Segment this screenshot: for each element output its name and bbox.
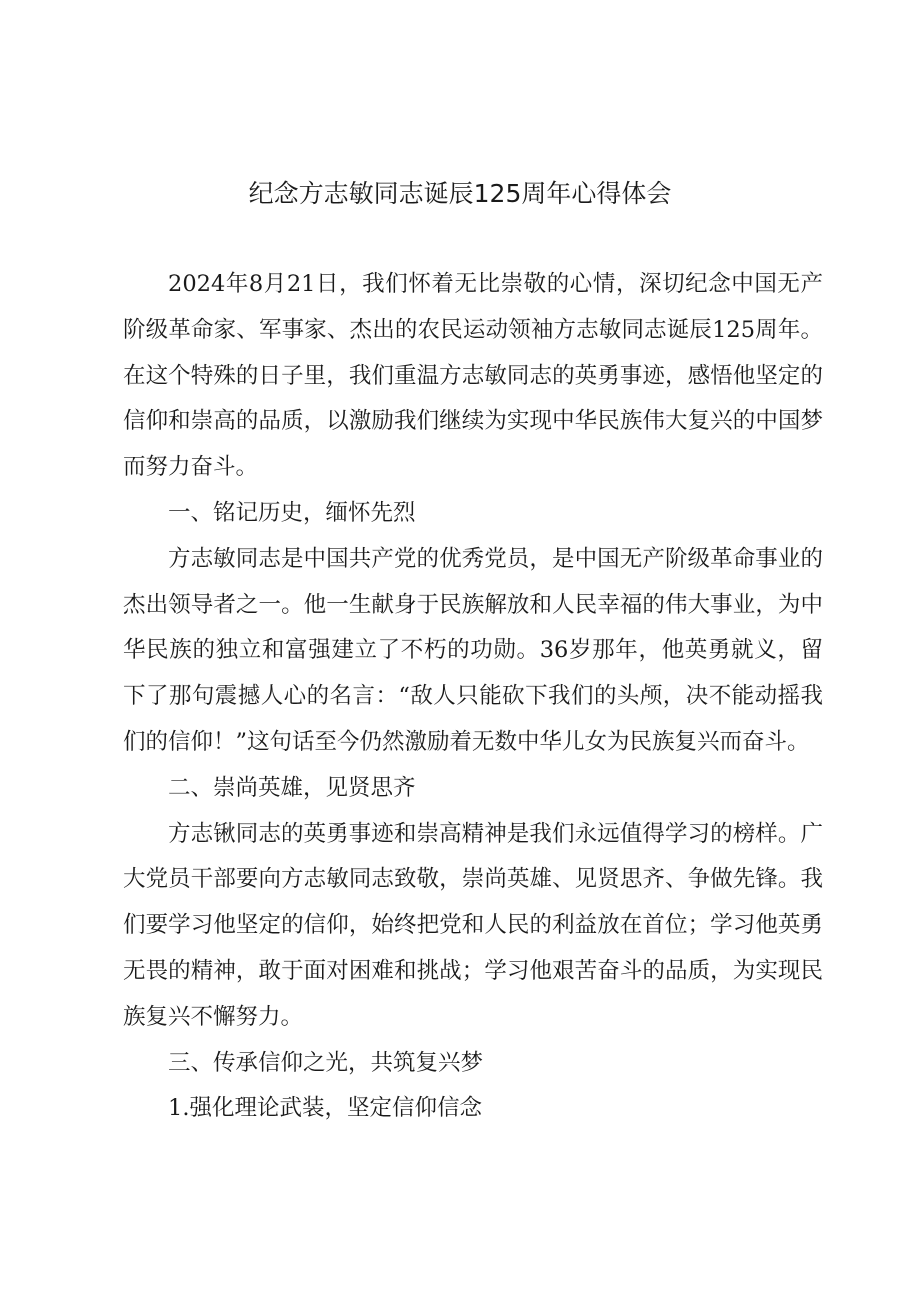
section-heading-2: 二、崇尚英雄，见贤思齐 bbox=[168, 774, 416, 801]
subsection-heading-3-1: 1.强化理论武装，坚定信仰信念 bbox=[168, 1095, 482, 1122]
section-heading-3: 三、传承信仰之光，共筑复兴梦 bbox=[168, 1049, 484, 1076]
intro-paragraph: 2024年8月21日，我们怀着无比崇敬的心情，深切纪念中国无产阶级革命家、军事家、杰出的农民运动领袖方志敏同志诞辰125周年。在这个特殊的日子里，我们重温方志敏同志的英勇事迹，感悟他坚定的信仰和崇高的品质，以激励我们继续为实现中华民族伟大复兴的中国梦而努力奋斗。 bbox=[123, 271, 823, 481]
section-1-paragraph: 方志敏同志是中国共产党的优秀党员，是中国无产阶级革命事业的杰出领导者之一。他一生献身于民族解放和人民幸福的伟大事业，为中华民族的独立和富强建立了不朽的功勋。36岁那年，他英勇就义，留下了那句震撼人心的名言：“敌人只能砍下我们的头颅，决不能动摇我们的信仰！”这句话至今仍然激励着无数中华儿女为民族复兴而奋斗。 bbox=[123, 545, 823, 755]
section-heading-1: 一、铭记历史，缅怀先烈 bbox=[168, 499, 416, 526]
section-2-paragraph: 方志锹同志的英勇事迹和崇高精神是我们永远值得学习的榜样。广大党员干部要向方志敏同志致敬，崇尚英雄、见贤思齐、争做先锋。我们要学习他坚定的信仰，始终把党和人民的利益放在首位；学习他英勇无畏的精神，敢于面对困难和挑战；学习他艰苦奋斗的品质，为实现民族复兴不懈努力。 bbox=[123, 820, 823, 1030]
document-body bbox=[123, 262, 823, 1132]
document-title: 纪念方志敏同志诞辰125周年心得体会 bbox=[248, 179, 672, 208]
